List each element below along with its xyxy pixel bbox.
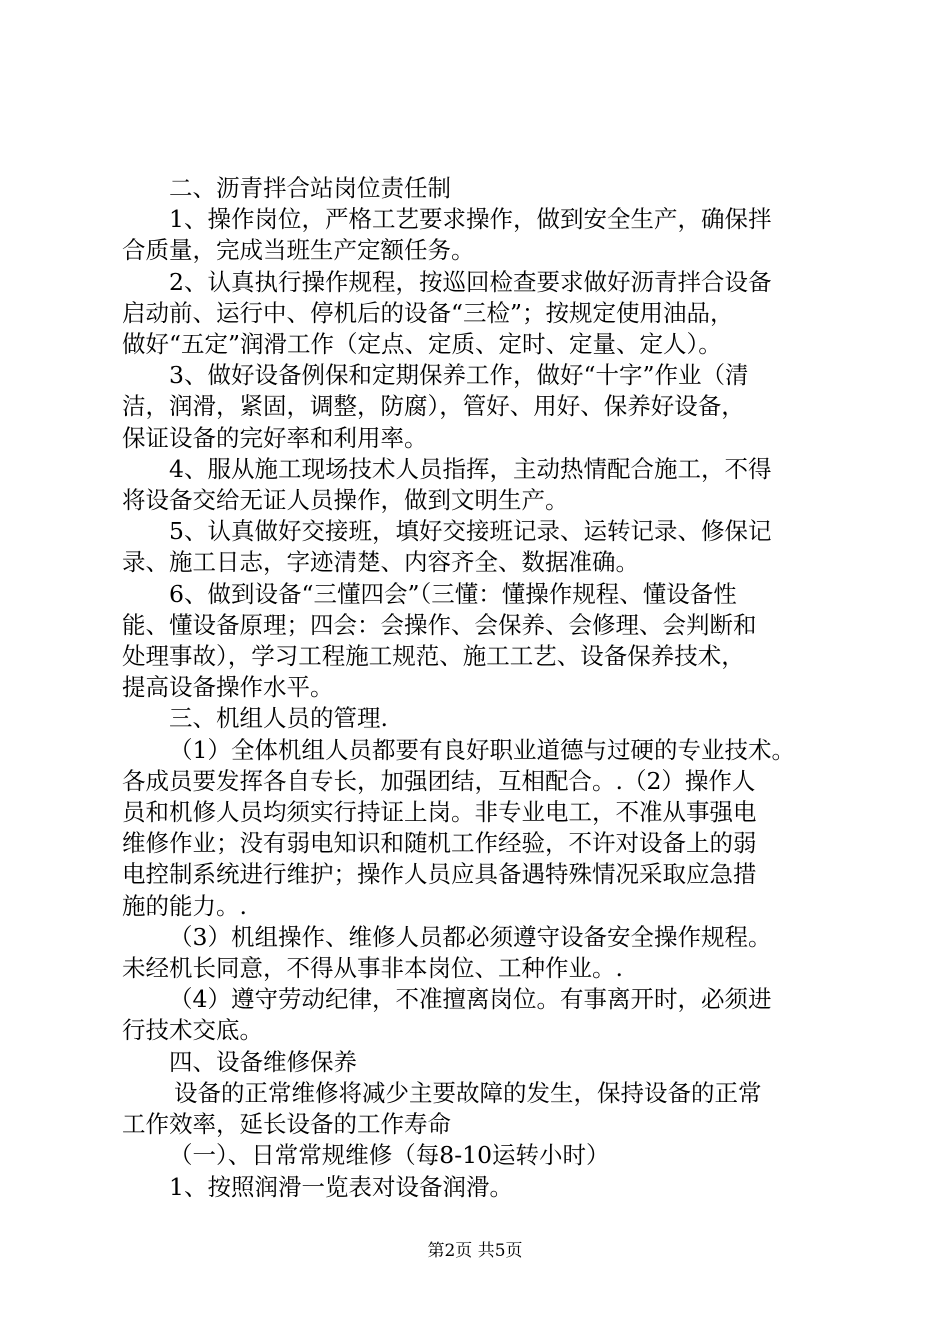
text-line: 三、机组人员的管理. xyxy=(169,704,388,733)
text-line: （一）、日常常规维修（每8-10运转小时） xyxy=(169,1141,610,1170)
text-line: 5、认真做好交接班，填好交接班记录、运转记录、修保记 xyxy=(169,517,772,546)
text-line: 员和机修人员均须实行持证上岗。非专业电工，不准从事强电 xyxy=(122,798,757,827)
text-line: 设备的正常维修将减少主要故障的发生，保持设备的正常 xyxy=(174,1078,762,1107)
text-line: 二、沥青拌合站岗位责任制 xyxy=(169,174,451,202)
text-line: 启动前、运行中、停机后的设备“三检”；按规定使用油品， xyxy=(122,298,734,327)
text-line: （4）遵守劳动纪律，不准擅离岗位。有事离开时，必须进 xyxy=(169,985,772,1014)
text-line: 做好“五定”润滑工作（定点、定质、定时、定量、定人）。 xyxy=(122,330,722,359)
text-line: 4、服从施工现场技术人员指挥，主动热情配合施工，不得 xyxy=(169,454,772,483)
text-line: 洁，润滑，紧固，调整，防腐），管好、用好、保养好设备， xyxy=(122,392,745,421)
text-line: 保证设备的完好率和利用率。 xyxy=(122,423,428,452)
text-line: 处理事故），学习工程施工规范、施工工艺、设备保养技术， xyxy=(122,642,745,671)
text-line: 各成员要发挥各自专长，加强团结，互相配合。.（2）操作人 xyxy=(122,766,756,795)
text-line: 四、设备维修保养 xyxy=(169,1047,357,1076)
text-line: 录、施工日志，字迹清楚、内容齐全、数据准确。 xyxy=(122,548,639,577)
document-body xyxy=(122,173,834,1203)
text-line: 未经机长同意，不得从事非本岗位、工种作业。. xyxy=(122,954,623,983)
text-line: 1、操作岗位，严格工艺要求操作，做到安全生产，确保拌 xyxy=(169,205,772,234)
text-line: （1）全体机组人员都要有良好职业道德与过硬的专业技术。 xyxy=(169,735,795,764)
text-line: （3）机组操作、维修人员都必须遵守设备安全操作规程。 xyxy=(169,922,772,951)
text-line: 将设备交给无证人员操作，做到文明生产。 xyxy=(122,486,569,515)
text-line: 工作效率，延长设备的工作寿命 xyxy=(122,1110,451,1139)
text-line: 行技术交底。 xyxy=(122,1016,263,1045)
page-footer: 第2页 共5页 xyxy=(427,1241,523,1261)
text-line: 提高设备操作水平。 xyxy=(122,673,334,702)
text-line: 电控制系统进行维护；操作人员应具备遇特殊情况采取应急措 xyxy=(122,860,757,889)
text-line: 维修作业；没有弱电知识和随机工作经验，不许对设备上的弱 xyxy=(122,829,757,858)
text-line: 能、懂设备原理；四会：会操作、会保养、会修理、会判断和 xyxy=(122,610,757,639)
text-line: 施的能力。. xyxy=(122,891,247,920)
text-line: 2、认真执行操作规程，按巡回检查要求做好沥青拌合设备 xyxy=(169,267,772,296)
text-line: 1、按照润滑一览表对设备润滑。 xyxy=(169,1172,513,1201)
text-line: 6、做到设备“三懂四会”（三懂：懂操作规程、懂设备性 xyxy=(169,579,737,608)
text-line: 3、做好设备例保和定期保养工作，做好“十字”作业（清 xyxy=(169,361,749,390)
text-line: 合质量，完成当班生产定额任务。 xyxy=(122,236,475,265)
